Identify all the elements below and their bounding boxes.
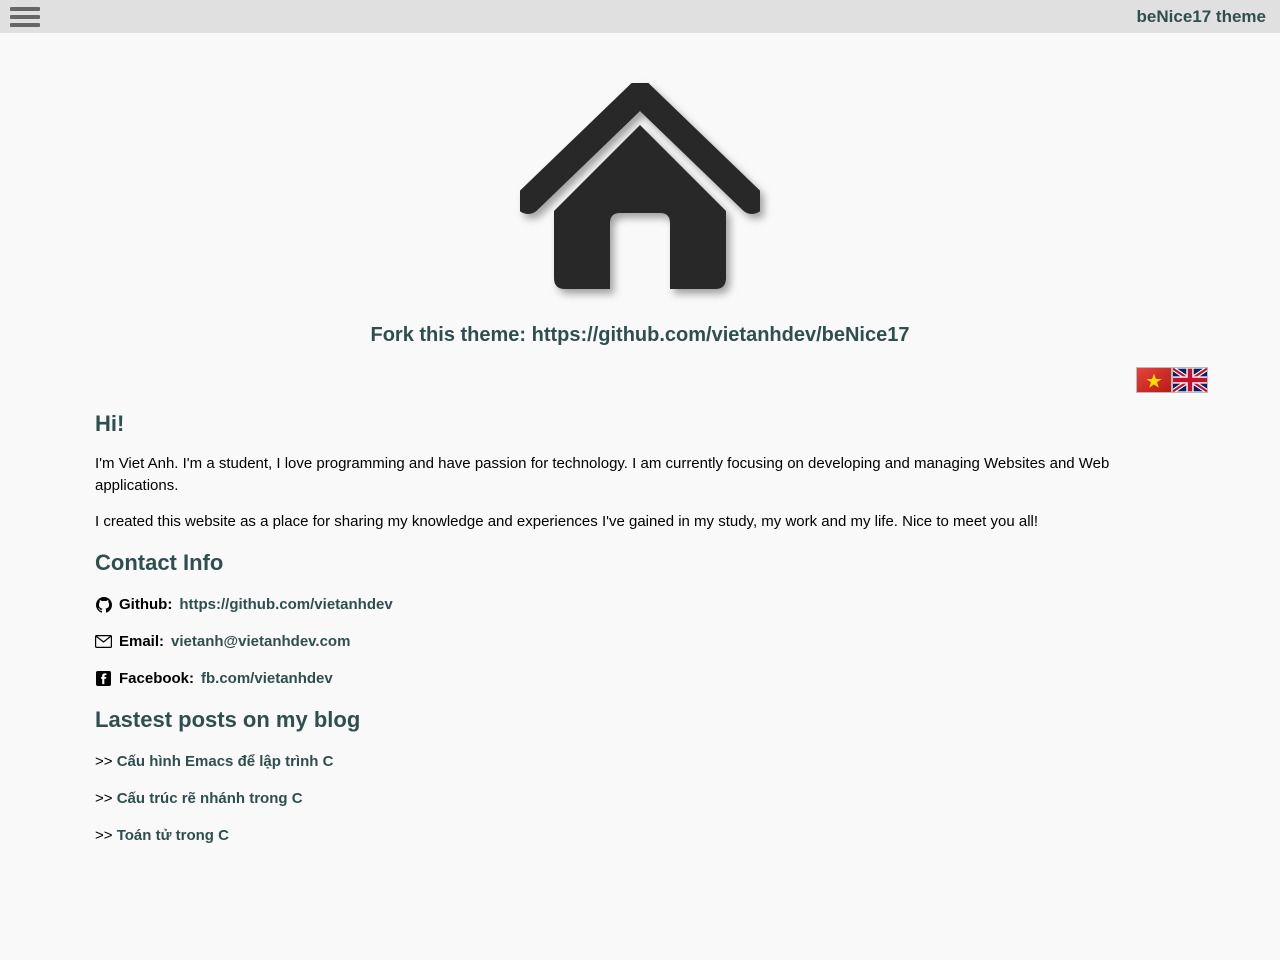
contact-row-github: [95, 596, 1185, 613]
post-link[interactable]: Toán tử trong C: [116, 827, 229, 845]
hero-section: [0, 83, 1280, 347]
intro-heading: Hi!: [95, 411, 125, 436]
github-icon: [95, 596, 112, 613]
contact-label-facebook: Facebook:: [119, 670, 195, 688]
fork-theme-text: Fork this theme: https://github.com/vietanhdev/beNice17: [370, 324, 910, 346]
hamburger-bar: [10, 23, 40, 27]
page-body: [0, 33, 1280, 844]
hamburger-icon[interactable]: [10, 5, 40, 29]
hamburger-bar: [10, 7, 40, 11]
intro-paragraph-2: I created this website as a place for sharing my knowledge and experiences I've gained in my study, my work and my life. Nice to meet you all!: [95, 512, 1039, 530]
facebook-icon: [95, 670, 112, 687]
flag-uk[interactable]: [1172, 367, 1208, 393]
intro-paragraph-1: I'm Viet Anh. I'm a student, I love programming and have passion for technology. I am currently focusing on developing and managing Websites and Web applications.: [95, 455, 1110, 494]
email-icon: [95, 633, 112, 650]
contact-heading: Contact Info: [95, 550, 224, 576]
post-marker: >>: [95, 827, 113, 845]
post-marker: >>: [95, 790, 113, 808]
house-icon: [520, 83, 760, 298]
post-link[interactable]: Cấu hình Emacs để lập trình C: [116, 753, 334, 771]
contact-value-facebook[interactable]: fb.com/vietanhdev: [201, 670, 333, 688]
top-bar: [0, 0, 1280, 33]
contact-value-github[interactable]: https://github.com/vietanhdev: [179, 596, 393, 614]
contact-value-email[interactable]: vietanh@vietanhdev.com: [171, 633, 351, 651]
contact-label-email: Email:: [119, 633, 165, 651]
flag-vietnam[interactable]: [1136, 367, 1172, 393]
post-link[interactable]: Cấu trúc rẽ nhánh trong C: [116, 790, 303, 808]
list-item: [95, 827, 1185, 844]
list-item: [95, 790, 1185, 807]
language-switcher: [0, 367, 1280, 393]
list-item: [95, 753, 1185, 770]
contact-label-github: Github:: [119, 596, 173, 614]
site-brand: beNice17 theme: [1136, 6, 1266, 26]
hamburger-bar: [10, 15, 40, 19]
posts-heading: Lastest posts on my blog: [95, 707, 361, 733]
contact-row-facebook: [95, 670, 1185, 687]
post-marker: >>: [95, 753, 113, 771]
main-content: [95, 411, 1185, 844]
contact-row-email: [95, 633, 1185, 650]
